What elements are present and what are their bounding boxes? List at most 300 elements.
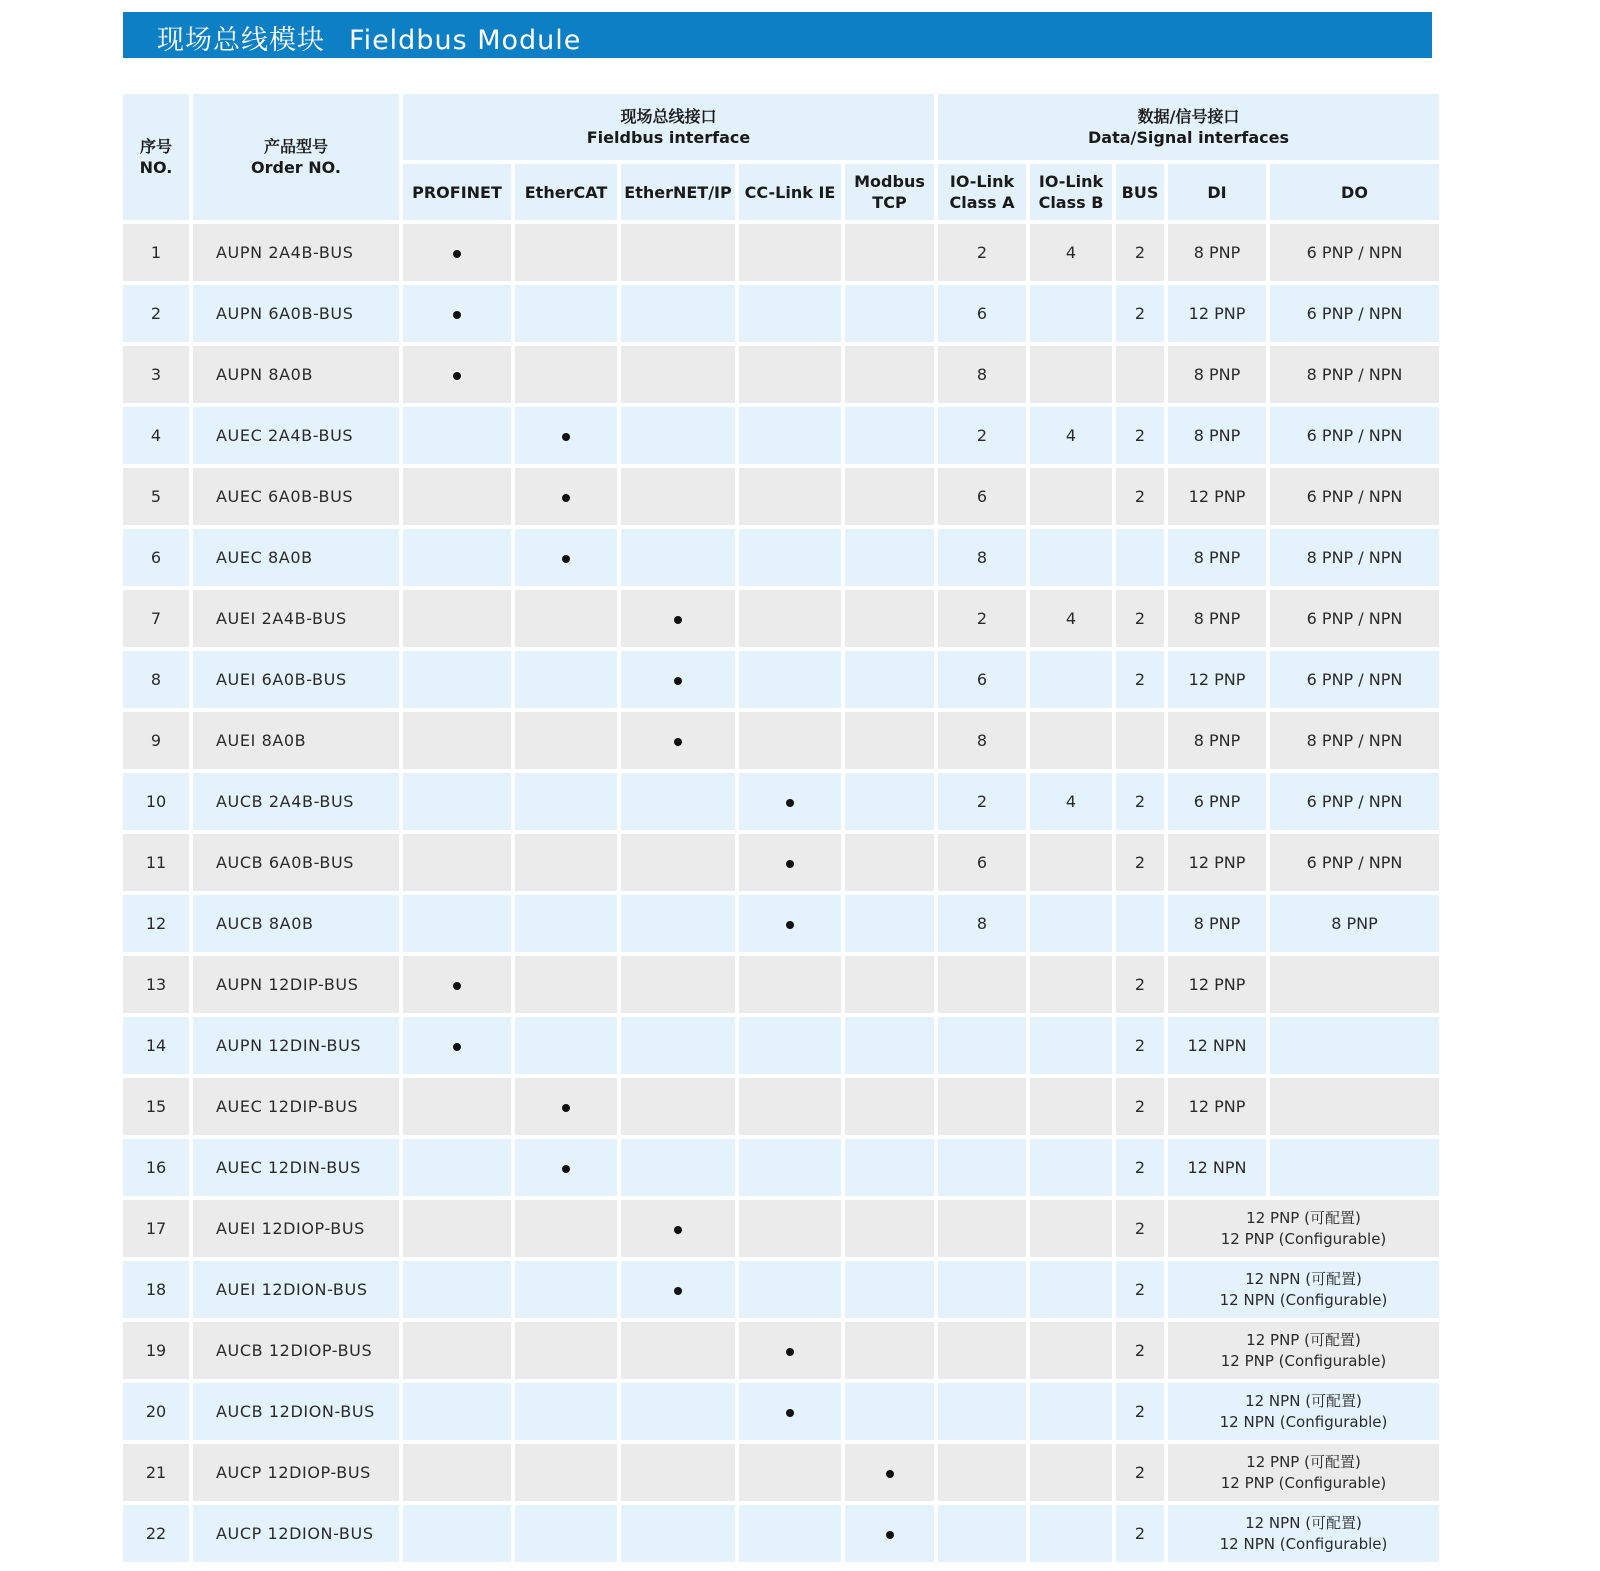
cell-iolink-a bbox=[938, 1200, 1026, 1257]
cell-bus: 2 bbox=[1116, 1078, 1164, 1135]
cell-iolink-b: 4 bbox=[1030, 224, 1112, 281]
cell-modbus bbox=[845, 1017, 934, 1074]
cell-do: 8 PNP / NPN bbox=[1270, 529, 1439, 586]
cell-do: 8 PNP / NPN bbox=[1270, 346, 1439, 403]
table-row bbox=[123, 651, 1439, 708]
cell-do: 6 PNP / NPN bbox=[1270, 590, 1439, 647]
cell-di: 8 PNP bbox=[1168, 590, 1266, 647]
cell-profinet bbox=[403, 773, 511, 830]
cell-ethernetip bbox=[621, 712, 735, 769]
cell-do: 8 PNP bbox=[1270, 895, 1439, 952]
table-row bbox=[123, 590, 1439, 647]
cell-iolink-b bbox=[1030, 895, 1112, 952]
cell-iolink-a: 6 bbox=[938, 468, 1026, 525]
cell-ethercat bbox=[515, 1505, 617, 1562]
cell-ethernetip bbox=[621, 285, 735, 342]
supported-dot-icon bbox=[786, 921, 794, 929]
cell-cclink bbox=[739, 1383, 841, 1440]
cell-modbus bbox=[845, 1444, 934, 1501]
dio-config-en: 12 PNP (Configurable) bbox=[1220, 1229, 1387, 1248]
row-no: 12 bbox=[123, 895, 189, 952]
row-no: 6 bbox=[123, 529, 189, 586]
cell-ethercat bbox=[515, 956, 617, 1013]
row-no: 9 bbox=[123, 712, 189, 769]
cell-modbus bbox=[845, 956, 934, 1013]
supported-dot-icon bbox=[786, 860, 794, 868]
supported-dot-icon bbox=[453, 311, 461, 319]
dio-config-cn: 12 NPN (可配置) bbox=[1245, 1269, 1362, 1288]
cell-cclink bbox=[739, 895, 841, 952]
cell-bus: 2 bbox=[1116, 956, 1164, 1013]
cell-do: 6 PNP / NPN bbox=[1270, 468, 1439, 525]
dio-config-en: 12 NPN (Configurable) bbox=[1219, 1412, 1388, 1431]
cell-profinet bbox=[403, 529, 511, 586]
col-header-bus: BUS bbox=[1116, 164, 1164, 220]
cell-di: 12 NPN bbox=[1168, 1017, 1266, 1074]
cell-modbus bbox=[845, 346, 934, 403]
cell-modbus bbox=[845, 834, 934, 891]
cell-ethercat bbox=[515, 224, 617, 281]
cell-cclink bbox=[739, 468, 841, 525]
cell-profinet bbox=[403, 285, 511, 342]
cell-ethercat bbox=[515, 651, 617, 708]
cell-bus: 2 bbox=[1116, 285, 1164, 342]
cell-di: 8 PNP bbox=[1168, 346, 1266, 403]
cell-cclink bbox=[739, 651, 841, 708]
cell-iolink-b: 4 bbox=[1030, 773, 1112, 830]
cell-iolink-b bbox=[1030, 834, 1112, 891]
cell-ethercat bbox=[515, 1078, 617, 1135]
row-order-no: AUEI 6A0B-BUS bbox=[193, 651, 399, 708]
title-en: Fieldbus Module bbox=[349, 25, 582, 56]
row-no: 4 bbox=[123, 407, 189, 464]
cell-ethernetip bbox=[621, 834, 735, 891]
cell-modbus bbox=[845, 590, 934, 647]
cell-bus bbox=[1116, 529, 1164, 586]
cell-iolink-a bbox=[938, 1017, 1026, 1074]
row-order-no: AUCB 12DIOP-BUS bbox=[193, 1322, 399, 1379]
supported-dot-icon bbox=[562, 1165, 570, 1173]
cell-modbus bbox=[845, 224, 934, 281]
cell-ethercat bbox=[515, 773, 617, 830]
table-row bbox=[123, 712, 1439, 769]
cell-cclink bbox=[739, 1017, 841, 1074]
supported-dot-icon bbox=[562, 1104, 570, 1112]
cell-iolink-b bbox=[1030, 346, 1112, 403]
supported-dot-icon bbox=[562, 494, 570, 502]
cell-iolink-a: 6 bbox=[938, 285, 1026, 342]
row-no: 10 bbox=[123, 773, 189, 830]
row-no: 15 bbox=[123, 1078, 189, 1135]
row-order-no: AUCB 12DION-BUS bbox=[193, 1383, 399, 1440]
supported-dot-icon bbox=[674, 1226, 682, 1234]
cell-cclink bbox=[739, 712, 841, 769]
cell-ethernetip bbox=[621, 346, 735, 403]
table-row bbox=[123, 1383, 1439, 1440]
table-row bbox=[123, 1200, 1439, 1257]
col-header-modbus: Modbus TCP bbox=[845, 164, 934, 220]
cell-di: 6 PNP bbox=[1168, 773, 1266, 830]
cell-di: 8 PNP bbox=[1168, 224, 1266, 281]
supported-dot-icon bbox=[453, 982, 461, 990]
cell-do: 6 PNP / NPN bbox=[1270, 773, 1439, 830]
row-order-no: AUEI 12DION-BUS bbox=[193, 1261, 399, 1318]
cell-iolink-a: 2 bbox=[938, 590, 1026, 647]
cell-iolink-b bbox=[1030, 1261, 1112, 1318]
cell-do bbox=[1270, 1017, 1439, 1074]
cell-ethernetip bbox=[621, 895, 735, 952]
row-no: 13 bbox=[123, 956, 189, 1013]
cell-ethercat bbox=[515, 1017, 617, 1074]
cell-bus: 2 bbox=[1116, 1017, 1164, 1074]
cell-ethernetip bbox=[621, 1261, 735, 1318]
cell-iolink-b bbox=[1030, 468, 1112, 525]
table-row bbox=[123, 529, 1439, 586]
row-order-no: AUCB 8A0B bbox=[193, 895, 399, 952]
cell-profinet bbox=[403, 834, 511, 891]
cell-iolink-b bbox=[1030, 1200, 1112, 1257]
table-row bbox=[123, 285, 1439, 342]
cell-di: 8 PNP bbox=[1168, 529, 1266, 586]
cell-cclink bbox=[739, 224, 841, 281]
cell-profinet bbox=[403, 1017, 511, 1074]
cell-cclink bbox=[739, 529, 841, 586]
cell-dio-configurable bbox=[1168, 1383, 1439, 1440]
row-no: 19 bbox=[123, 1322, 189, 1379]
cell-profinet bbox=[403, 712, 511, 769]
cell-bus bbox=[1116, 895, 1164, 952]
cell-ethercat bbox=[515, 1139, 617, 1196]
cell-ethercat bbox=[515, 529, 617, 586]
cell-di: 12 PNP bbox=[1168, 1078, 1266, 1135]
supported-dot-icon bbox=[786, 1348, 794, 1356]
cell-ethercat bbox=[515, 1383, 617, 1440]
row-order-no: AUEC 6A0B-BUS bbox=[193, 468, 399, 525]
section-title bbox=[157, 18, 605, 57]
cell-cclink bbox=[739, 834, 841, 891]
col-header-order: 产品型号 Order NO. bbox=[193, 94, 399, 220]
cell-modbus bbox=[845, 285, 934, 342]
section-banner bbox=[123, 12, 1432, 58]
dio-config-cn: 12 NPN (可配置) bbox=[1245, 1513, 1362, 1532]
cell-bus: 2 bbox=[1116, 834, 1164, 891]
table-row bbox=[123, 468, 1439, 525]
cell-bus: 2 bbox=[1116, 1383, 1164, 1440]
row-order-no: AUEC 2A4B-BUS bbox=[193, 407, 399, 464]
row-no: 21 bbox=[123, 1444, 189, 1501]
row-order-no: AUCP 12DION-BUS bbox=[193, 1505, 399, 1562]
table-row bbox=[123, 1078, 1439, 1135]
cell-ethernetip bbox=[621, 529, 735, 586]
cell-di: 12 PNP bbox=[1168, 285, 1266, 342]
table-row bbox=[123, 1139, 1439, 1196]
cell-modbus bbox=[845, 1322, 934, 1379]
cell-bus: 2 bbox=[1116, 1505, 1164, 1562]
cell-do bbox=[1270, 956, 1439, 1013]
cell-profinet bbox=[403, 224, 511, 281]
cell-iolink-a bbox=[938, 1139, 1026, 1196]
supported-dot-icon bbox=[674, 1287, 682, 1295]
cell-dio-configurable bbox=[1168, 1444, 1439, 1501]
cell-iolink-a bbox=[938, 1261, 1026, 1318]
dio-config-cn: 12 PNP (可配置) bbox=[1246, 1208, 1361, 1227]
col-header-do: DO bbox=[1270, 164, 1439, 220]
cell-modbus bbox=[845, 529, 934, 586]
cell-modbus bbox=[845, 712, 934, 769]
cell-ethernetip bbox=[621, 1017, 735, 1074]
cell-ethercat bbox=[515, 834, 617, 891]
cell-ethernetip bbox=[621, 956, 735, 1013]
cell-modbus bbox=[845, 1383, 934, 1440]
cell-ethercat bbox=[515, 407, 617, 464]
cell-modbus bbox=[845, 468, 934, 525]
cell-ethernetip bbox=[621, 468, 735, 525]
col-header-iolink-a: IO-Link Class A bbox=[938, 164, 1026, 220]
cell-iolink-b bbox=[1030, 1078, 1112, 1135]
row-order-no: AUCP 12DIOP-BUS bbox=[193, 1444, 399, 1501]
cell-ethercat bbox=[515, 468, 617, 525]
cell-iolink-a: 8 bbox=[938, 529, 1026, 586]
row-order-no: AUEI 8A0B bbox=[193, 712, 399, 769]
cell-profinet bbox=[403, 346, 511, 403]
table-row bbox=[123, 1505, 1439, 1562]
table-row bbox=[123, 956, 1439, 1013]
dio-config-en: 12 NPN (Configurable) bbox=[1219, 1534, 1388, 1553]
cell-di: 12 PNP bbox=[1168, 468, 1266, 525]
cell-di: 12 PNP bbox=[1168, 651, 1266, 708]
cell-ethernetip bbox=[621, 407, 735, 464]
cell-dio-configurable bbox=[1168, 1505, 1439, 1562]
cell-modbus bbox=[845, 773, 934, 830]
table-row bbox=[123, 1261, 1439, 1318]
cell-bus: 2 bbox=[1116, 590, 1164, 647]
table-row bbox=[123, 1017, 1439, 1074]
cell-bus: 2 bbox=[1116, 1261, 1164, 1318]
cell-profinet bbox=[403, 407, 511, 464]
row-no: 11 bbox=[123, 834, 189, 891]
row-no: 17 bbox=[123, 1200, 189, 1257]
cell-iolink-a: 2 bbox=[938, 407, 1026, 464]
cell-iolink-a: 6 bbox=[938, 651, 1026, 708]
cell-cclink bbox=[739, 285, 841, 342]
cell-cclink bbox=[739, 1261, 841, 1318]
cell-dio-configurable bbox=[1168, 1200, 1439, 1257]
table-body bbox=[123, 224, 1439, 1562]
cell-ethercat bbox=[515, 1261, 617, 1318]
table-row bbox=[123, 895, 1439, 952]
row-no: 20 bbox=[123, 1383, 189, 1440]
dio-config-cn: 12 NPN (可配置) bbox=[1245, 1391, 1362, 1410]
cell-ethernetip bbox=[621, 651, 735, 708]
cell-profinet bbox=[403, 1200, 511, 1257]
cell-bus: 2 bbox=[1116, 407, 1164, 464]
row-order-no: AUPN 12DIP-BUS bbox=[193, 956, 399, 1013]
cell-ethernetip bbox=[621, 224, 735, 281]
cell-do: 6 PNP / NPN bbox=[1270, 285, 1439, 342]
cell-iolink-a: 6 bbox=[938, 834, 1026, 891]
cell-ethercat bbox=[515, 346, 617, 403]
cell-cclink bbox=[739, 956, 841, 1013]
col-header-di: DI bbox=[1168, 164, 1266, 220]
cell-do: 8 PNP / NPN bbox=[1270, 712, 1439, 769]
cell-ethercat bbox=[515, 712, 617, 769]
row-no: 1 bbox=[123, 224, 189, 281]
cell-iolink-b: 4 bbox=[1030, 407, 1112, 464]
row-order-no: AUCB 2A4B-BUS bbox=[193, 773, 399, 830]
cell-cclink bbox=[739, 346, 841, 403]
cell-bus: 2 bbox=[1116, 651, 1164, 708]
cell-iolink-b bbox=[1030, 529, 1112, 586]
cell-iolink-b: 4 bbox=[1030, 590, 1112, 647]
cell-di: 12 PNP bbox=[1168, 956, 1266, 1013]
cell-do: 6 PNP / NPN bbox=[1270, 224, 1439, 281]
cell-di: 8 PNP bbox=[1168, 712, 1266, 769]
cell-do: 6 PNP / NPN bbox=[1270, 651, 1439, 708]
cell-cclink bbox=[739, 1505, 841, 1562]
table-row bbox=[123, 1444, 1439, 1501]
cell-modbus bbox=[845, 1139, 934, 1196]
cell-ethernetip bbox=[621, 1383, 735, 1440]
cell-bus: 2 bbox=[1116, 1200, 1164, 1257]
cell-cclink bbox=[739, 590, 841, 647]
row-no: 18 bbox=[123, 1261, 189, 1318]
cell-profinet bbox=[403, 1505, 511, 1562]
row-order-no: AUCB 6A0B-BUS bbox=[193, 834, 399, 891]
row-order-no: AUPN 6A0B-BUS bbox=[193, 285, 399, 342]
cell-bus: 2 bbox=[1116, 224, 1164, 281]
cell-cclink bbox=[739, 1139, 841, 1196]
cell-do: 6 PNP / NPN bbox=[1270, 834, 1439, 891]
cell-ethercat bbox=[515, 895, 617, 952]
cell-ethernetip bbox=[621, 1078, 735, 1135]
cell-iolink-a bbox=[938, 1505, 1026, 1562]
cell-profinet bbox=[403, 1444, 511, 1501]
cell-bus: 2 bbox=[1116, 1139, 1164, 1196]
cell-profinet bbox=[403, 651, 511, 708]
dio-config-cn: 12 PNP (可配置) bbox=[1246, 1452, 1361, 1471]
cell-ethernetip bbox=[621, 1139, 735, 1196]
cell-iolink-b bbox=[1030, 1383, 1112, 1440]
cell-bus bbox=[1116, 346, 1164, 403]
col-header-no: 序号 NO. bbox=[123, 94, 189, 220]
supported-dot-icon bbox=[674, 738, 682, 746]
dio-config-en: 12 PNP (Configurable) bbox=[1220, 1473, 1387, 1492]
table-row bbox=[123, 224, 1439, 281]
cell-iolink-a bbox=[938, 1383, 1026, 1440]
table-row bbox=[123, 1322, 1439, 1379]
cell-iolink-a: 2 bbox=[938, 224, 1026, 281]
row-no: 22 bbox=[123, 1505, 189, 1562]
cell-dio-configurable bbox=[1168, 1322, 1439, 1379]
cell-profinet bbox=[403, 1139, 511, 1196]
row-no: 16 bbox=[123, 1139, 189, 1196]
supported-dot-icon bbox=[786, 1409, 794, 1417]
cell-ethernetip bbox=[621, 590, 735, 647]
cell-ethercat bbox=[515, 1200, 617, 1257]
col-header-cclink: CC-Link IE bbox=[739, 164, 841, 220]
cell-cclink bbox=[739, 407, 841, 464]
cell-modbus bbox=[845, 1505, 934, 1562]
cell-di: 12 PNP bbox=[1168, 834, 1266, 891]
table-row bbox=[123, 834, 1439, 891]
row-order-no: AUEC 12DIN-BUS bbox=[193, 1139, 399, 1196]
cell-ethernetip bbox=[621, 1444, 735, 1501]
cell-cclink bbox=[739, 773, 841, 830]
supported-dot-icon bbox=[562, 433, 570, 441]
cell-iolink-b bbox=[1030, 285, 1112, 342]
supported-dot-icon bbox=[886, 1470, 894, 1478]
table-row bbox=[123, 346, 1439, 403]
row-order-no: AUPN 12DIN-BUS bbox=[193, 1017, 399, 1074]
row-no: 14 bbox=[123, 1017, 189, 1074]
group-header-fieldbus: 现场总线接口 Fieldbus interface bbox=[403, 94, 934, 160]
cell-cclink bbox=[739, 1322, 841, 1379]
cell-modbus bbox=[845, 895, 934, 952]
row-no: 8 bbox=[123, 651, 189, 708]
cell-profinet bbox=[403, 1078, 511, 1135]
cell-profinet bbox=[403, 956, 511, 1013]
col-header-ethercat: EtherCAT bbox=[515, 164, 617, 220]
cell-iolink-a: 8 bbox=[938, 712, 1026, 769]
cell-iolink-a bbox=[938, 1078, 1026, 1135]
cell-iolink-a: 2 bbox=[938, 773, 1026, 830]
supported-dot-icon bbox=[886, 1531, 894, 1539]
cell-do: 6 PNP / NPN bbox=[1270, 407, 1439, 464]
cell-bus: 2 bbox=[1116, 1444, 1164, 1501]
supported-dot-icon bbox=[453, 1043, 461, 1051]
cell-bus: 2 bbox=[1116, 773, 1164, 830]
cell-profinet bbox=[403, 468, 511, 525]
cell-cclink bbox=[739, 1078, 841, 1135]
cell-do bbox=[1270, 1078, 1439, 1135]
cell-di: 12 NPN bbox=[1168, 1139, 1266, 1196]
cell-iolink-b bbox=[1030, 1322, 1112, 1379]
cell-ethernetip bbox=[621, 773, 735, 830]
cell-modbus bbox=[845, 407, 934, 464]
cell-iolink-b bbox=[1030, 1139, 1112, 1196]
cell-ethercat bbox=[515, 590, 617, 647]
cell-ethercat bbox=[515, 1322, 617, 1379]
cell-ethercat bbox=[515, 1444, 617, 1501]
row-no: 3 bbox=[123, 346, 189, 403]
cell-iolink-b bbox=[1030, 956, 1112, 1013]
row-order-no: AUEC 12DIP-BUS bbox=[193, 1078, 399, 1135]
cell-iolink-a bbox=[938, 1444, 1026, 1501]
cell-iolink-b bbox=[1030, 1444, 1112, 1501]
row-order-no: AUEI 2A4B-BUS bbox=[193, 590, 399, 647]
cell-modbus bbox=[845, 651, 934, 708]
dio-config-en: 12 NPN (Configurable) bbox=[1219, 1290, 1388, 1309]
col-header-iolink-b: IO-Link Class B bbox=[1030, 164, 1112, 220]
supported-dot-icon bbox=[453, 250, 461, 258]
row-order-no: AUEC 8A0B bbox=[193, 529, 399, 586]
cell-iolink-a bbox=[938, 1322, 1026, 1379]
row-order-no: AUPN 2A4B-BUS bbox=[193, 224, 399, 281]
supported-dot-icon bbox=[786, 799, 794, 807]
cell-modbus bbox=[845, 1078, 934, 1135]
cell-profinet bbox=[403, 1322, 511, 1379]
title-cn: 现场总线模块 bbox=[157, 25, 325, 56]
cell-iolink-a bbox=[938, 956, 1026, 1013]
supported-dot-icon bbox=[674, 677, 682, 685]
cell-profinet bbox=[403, 1383, 511, 1440]
row-order-no: AUEI 12DIOP-BUS bbox=[193, 1200, 399, 1257]
cell-profinet bbox=[403, 590, 511, 647]
supported-dot-icon bbox=[562, 555, 570, 563]
cell-iolink-a: 8 bbox=[938, 895, 1026, 952]
col-header-ethernetip: EtherNET/IP bbox=[621, 164, 735, 220]
cell-iolink-b bbox=[1030, 1505, 1112, 1562]
